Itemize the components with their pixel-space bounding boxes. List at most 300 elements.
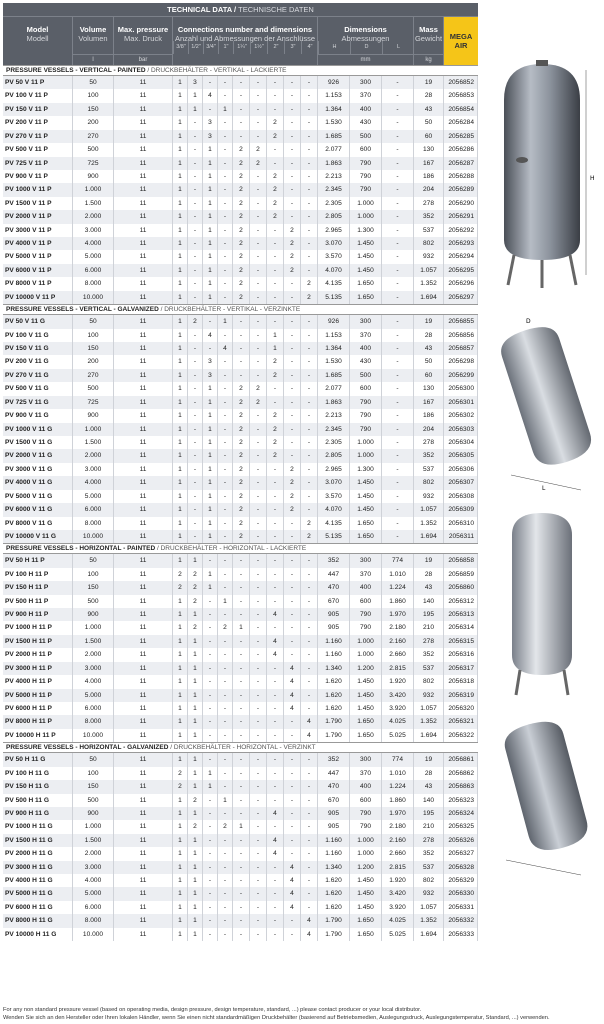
table-cell: 1 bbox=[173, 89, 188, 102]
article-number-cell: 2056298 bbox=[444, 355, 478, 368]
table-cell: - bbox=[233, 89, 250, 102]
table-cell: 4.000 bbox=[73, 675, 114, 688]
table-row bbox=[3, 820, 478, 833]
table-cell: - bbox=[301, 568, 318, 581]
table-cell: 1 bbox=[203, 517, 218, 530]
table-cell: 4.135 bbox=[318, 277, 350, 290]
table-cell: 3.570 bbox=[318, 250, 350, 263]
table-cell: 19 bbox=[414, 315, 444, 328]
table-cell: - bbox=[218, 89, 233, 102]
article-number-cell: 2056862 bbox=[444, 767, 478, 780]
table-cell: 1.650 bbox=[350, 715, 382, 728]
table-cell: 900 bbox=[73, 170, 114, 183]
table-cell: - bbox=[267, 315, 284, 328]
table-cell: - bbox=[301, 89, 318, 102]
table-cell: 447 bbox=[318, 568, 350, 581]
table-cell: 2 bbox=[233, 436, 250, 449]
article-number-cell: 2056299 bbox=[444, 369, 478, 382]
table-cell: 1.620 bbox=[318, 887, 350, 900]
table-cell: 2 bbox=[267, 170, 284, 183]
table-cell: - bbox=[218, 608, 233, 621]
model-cell: PV 900 H 11 G bbox=[3, 807, 73, 820]
table-cell: 2 bbox=[233, 143, 250, 156]
table-row bbox=[3, 595, 478, 608]
table-cell: 270 bbox=[73, 130, 114, 143]
table-cell: 1 bbox=[203, 396, 218, 409]
table-cell: 3.070 bbox=[318, 476, 350, 489]
article-number-cell: 2056324 bbox=[444, 807, 478, 820]
table-cell: - bbox=[284, 530, 301, 543]
table-cell: 2.815 bbox=[382, 662, 414, 675]
table-cell: 1 bbox=[173, 662, 188, 675]
table-cell: - bbox=[301, 250, 318, 263]
table-cell: - bbox=[284, 369, 301, 382]
article-number-cell: 2056857 bbox=[444, 342, 478, 355]
article-number-cell: 2056312 bbox=[444, 595, 478, 608]
horizontal-tank-illustration bbox=[486, 710, 598, 885]
connection-size-label: 4" bbox=[301, 41, 318, 54]
table-row bbox=[3, 503, 478, 516]
table-cell: 1.364 bbox=[318, 103, 350, 116]
table-cell: - bbox=[250, 355, 267, 368]
table-cell: 1 bbox=[173, 476, 188, 489]
table-cell: - bbox=[382, 264, 414, 277]
table-cell: 1.057 bbox=[414, 901, 444, 914]
table-cell: 1.000 bbox=[350, 449, 382, 462]
table-cell: - bbox=[382, 197, 414, 210]
table-cell: 11 bbox=[114, 157, 173, 170]
table-cell: - bbox=[250, 901, 267, 914]
table-cell: - bbox=[203, 662, 218, 675]
table-cell: 4.025 bbox=[382, 914, 414, 927]
model-cell: PV 100 V 11 G bbox=[3, 329, 73, 342]
table-cell: 2 bbox=[233, 250, 250, 263]
vertical-galvanized-tank-2-illustration bbox=[486, 505, 598, 700]
table-cell: 1.650 bbox=[350, 517, 382, 530]
table-cell: 1.352 bbox=[414, 914, 444, 927]
table-cell: 1 bbox=[203, 224, 218, 237]
model-cell: PV 4000 H 11 P bbox=[3, 675, 73, 688]
table-cell: 1 bbox=[188, 103, 203, 116]
model-cell: PV 4000 H 11 G bbox=[3, 874, 73, 887]
table-cell: 4 bbox=[284, 662, 301, 675]
table-cell: 1 bbox=[203, 423, 218, 436]
table-cell: 10.000 bbox=[73, 928, 114, 941]
table-cell: - bbox=[284, 103, 301, 116]
table-cell: 1.970 bbox=[382, 807, 414, 820]
table-cell: - bbox=[284, 170, 301, 183]
table-cell: 1.530 bbox=[318, 116, 350, 129]
table-row bbox=[3, 183, 478, 196]
table-cell: - bbox=[233, 662, 250, 675]
table-cell: - bbox=[267, 264, 284, 277]
table-cell: 2.345 bbox=[318, 183, 350, 196]
table-cell: - bbox=[301, 423, 318, 436]
table-cell: 670 bbox=[318, 794, 350, 807]
table-cell: 10.000 bbox=[73, 291, 114, 304]
connection-size-label: 3/4" bbox=[203, 41, 218, 54]
table-cell: - bbox=[284, 116, 301, 129]
table-cell: 1 bbox=[203, 409, 218, 422]
table-cell: - bbox=[250, 449, 267, 462]
table-cell: - bbox=[188, 490, 203, 503]
table-row bbox=[3, 914, 478, 927]
table-cell: 352 bbox=[318, 554, 350, 567]
section-title: PRESSURE VESSELS - VERTICAL - GALVANIZED / DRUCKBEHÄLTER - VERTIKAL - VERZINKTE bbox=[3, 304, 478, 315]
table-cell: 500 bbox=[73, 382, 114, 395]
table-cell: 1 bbox=[203, 463, 218, 476]
table-cell: 1 bbox=[203, 581, 218, 594]
table-row bbox=[3, 901, 478, 914]
table-cell: - bbox=[250, 315, 267, 328]
table-cell: - bbox=[267, 874, 284, 887]
table-cell: 1 bbox=[188, 807, 203, 820]
table-cell: 50 bbox=[73, 753, 114, 766]
table-row bbox=[3, 554, 478, 567]
table-cell: 11 bbox=[114, 874, 173, 887]
table-cell: 600 bbox=[350, 382, 382, 395]
article-number-cell: 2056316 bbox=[444, 648, 478, 661]
table-cell: 3.000 bbox=[73, 662, 114, 675]
table-header bbox=[3, 3, 478, 65]
table-cell: 3 bbox=[203, 355, 218, 368]
table-cell: - bbox=[218, 409, 233, 422]
table-cell: 4.070 bbox=[318, 264, 350, 277]
table-cell: 1 bbox=[203, 476, 218, 489]
table-cell: - bbox=[382, 369, 414, 382]
table-cell: - bbox=[203, 753, 218, 766]
table-cell: - bbox=[301, 315, 318, 328]
table-cell: 1 bbox=[173, 103, 188, 116]
table-row bbox=[3, 89, 478, 102]
table-cell: 1 bbox=[218, 794, 233, 807]
table-cell: 2 bbox=[267, 197, 284, 210]
model-cell: PV 50 V 11 G bbox=[3, 315, 73, 328]
table-cell: - bbox=[250, 807, 267, 820]
table-cell: 1 bbox=[173, 423, 188, 436]
table-row bbox=[3, 355, 478, 368]
table-cell: 1.000 bbox=[350, 847, 382, 860]
table-cell: 1 bbox=[173, 76, 188, 89]
table-cell: 100 bbox=[73, 568, 114, 581]
table-cell: 8.000 bbox=[73, 517, 114, 530]
table-cell: 1.860 bbox=[382, 595, 414, 608]
table-cell: - bbox=[250, 503, 267, 516]
table-cell: 1.860 bbox=[382, 794, 414, 807]
table-cell: - bbox=[250, 197, 267, 210]
table-cell: - bbox=[233, 116, 250, 129]
table-body bbox=[3, 65, 478, 941]
table-cell: 50 bbox=[73, 315, 114, 328]
table-row bbox=[3, 807, 478, 820]
section-rows bbox=[3, 76, 478, 304]
table-cell: 1 bbox=[173, 396, 188, 409]
table-cell: 1 bbox=[188, 753, 203, 766]
table-cell: 1 bbox=[173, 517, 188, 530]
table-cell: 1 bbox=[173, 224, 188, 237]
table-cell: - bbox=[284, 715, 301, 728]
table-cell: - bbox=[267, 291, 284, 304]
table-cell: - bbox=[382, 436, 414, 449]
table-row bbox=[3, 409, 478, 422]
table-cell: - bbox=[301, 382, 318, 395]
table-row bbox=[3, 753, 478, 766]
table-cell: 19 bbox=[414, 554, 444, 567]
table-cell: 1 bbox=[203, 197, 218, 210]
table-cell: 1.500 bbox=[73, 197, 114, 210]
article-number-cell: 2056860 bbox=[444, 581, 478, 594]
table-cell: - bbox=[267, 820, 284, 833]
table-cell: - bbox=[284, 315, 301, 328]
table-cell: - bbox=[233, 130, 250, 143]
table-cell: 370 bbox=[350, 767, 382, 780]
table-cell: 370 bbox=[350, 329, 382, 342]
table-cell: - bbox=[250, 103, 267, 116]
article-number-cell: 2056328 bbox=[444, 861, 478, 874]
table-row bbox=[3, 264, 478, 277]
article-number-cell: 2056293 bbox=[444, 237, 478, 250]
table-cell: 8.000 bbox=[73, 914, 114, 927]
table-cell: - bbox=[233, 355, 250, 368]
table-cell: - bbox=[284, 928, 301, 941]
table-cell: 1.790 bbox=[318, 715, 350, 728]
table-cell: 2.305 bbox=[318, 436, 350, 449]
table-cell: - bbox=[301, 76, 318, 89]
table-cell: - bbox=[284, 436, 301, 449]
table-cell: 537 bbox=[414, 224, 444, 237]
table-cell: 11 bbox=[114, 183, 173, 196]
table-cell: 11 bbox=[114, 689, 173, 702]
table-cell: 11 bbox=[114, 554, 173, 567]
table-cell: - bbox=[188, 409, 203, 422]
table-cell: 537 bbox=[414, 463, 444, 476]
table-cell: - bbox=[203, 928, 218, 941]
table-cell: 1.000 bbox=[350, 635, 382, 648]
table-cell: 1 bbox=[173, 689, 188, 702]
footnote bbox=[3, 1006, 603, 1022]
table-cell: 1.450 bbox=[350, 675, 382, 688]
table-cell: 1.364 bbox=[318, 342, 350, 355]
table-cell: - bbox=[267, 887, 284, 900]
table-cell: - bbox=[301, 820, 318, 833]
table-cell: 4 bbox=[267, 648, 284, 661]
article-number-cell: 2056319 bbox=[444, 689, 478, 702]
table-cell: 1 bbox=[203, 767, 218, 780]
table-cell: - bbox=[267, 662, 284, 675]
table-cell: 1.300 bbox=[350, 463, 382, 476]
table-cell: - bbox=[250, 753, 267, 766]
table-cell: 2 bbox=[250, 157, 267, 170]
table-cell: 1.450 bbox=[350, 237, 382, 250]
table-cell: 204 bbox=[414, 423, 444, 436]
article-number-cell: 2056308 bbox=[444, 490, 478, 503]
model-cell: PV 6000 H 11 P bbox=[3, 702, 73, 715]
table-cell: 2.180 bbox=[382, 621, 414, 634]
table-cell: - bbox=[218, 729, 233, 742]
table-cell: - bbox=[284, 183, 301, 196]
model-cell: PV 10000 V 11 P bbox=[3, 291, 73, 304]
table-cell: 1.650 bbox=[350, 729, 382, 742]
table-cell: 11 bbox=[114, 463, 173, 476]
table-cell: 1.450 bbox=[350, 887, 382, 900]
table-cell: 470 bbox=[318, 780, 350, 793]
table-cell: 1 bbox=[218, 103, 233, 116]
table-cell: 1 bbox=[173, 675, 188, 688]
table-cell: - bbox=[301, 608, 318, 621]
table-cell: - bbox=[267, 530, 284, 543]
table-cell: - bbox=[218, 887, 233, 900]
table-cell: - bbox=[284, 621, 301, 634]
table-cell: 1 bbox=[188, 662, 203, 675]
table-cell: - bbox=[188, 291, 203, 304]
table-cell: 1 bbox=[267, 329, 284, 342]
table-cell: 11 bbox=[114, 595, 173, 608]
table-cell: - bbox=[301, 369, 318, 382]
table-cell: 60 bbox=[414, 369, 444, 382]
table-cell: - bbox=[203, 901, 218, 914]
table-cell: 1 bbox=[188, 874, 203, 887]
table-cell: - bbox=[301, 753, 318, 766]
model-cell: PV 5000 H 11 G bbox=[3, 887, 73, 900]
model-cell: PV 1000 H 11 G bbox=[3, 820, 73, 833]
table-cell: 1 bbox=[188, 554, 203, 567]
table-cell: - bbox=[301, 874, 318, 887]
table-cell: 2.213 bbox=[318, 170, 350, 183]
table-cell: - bbox=[284, 648, 301, 661]
table-cell: 11 bbox=[114, 753, 173, 766]
table-cell: 167 bbox=[414, 396, 444, 409]
table-row bbox=[3, 197, 478, 210]
table-cell: - bbox=[218, 157, 233, 170]
table-cell: 150 bbox=[73, 780, 114, 793]
article-number-cell: 2056287 bbox=[444, 157, 478, 170]
table-cell: - bbox=[250, 847, 267, 860]
table-cell: - bbox=[250, 490, 267, 503]
table-cell: 150 bbox=[73, 342, 114, 355]
table-cell: 1.620 bbox=[318, 689, 350, 702]
table-cell: - bbox=[218, 490, 233, 503]
table-cell: - bbox=[250, 581, 267, 594]
table-cell: 28 bbox=[414, 329, 444, 342]
table-cell: - bbox=[284, 608, 301, 621]
table-cell: 537 bbox=[414, 861, 444, 874]
table-cell: - bbox=[233, 887, 250, 900]
table-cell: - bbox=[284, 554, 301, 567]
table-cell: - bbox=[301, 143, 318, 156]
table-cell: 4.000 bbox=[73, 874, 114, 887]
table-cell: 1 bbox=[173, 170, 188, 183]
table-cell: 11 bbox=[114, 820, 173, 833]
table-cell: - bbox=[301, 847, 318, 860]
table-cell: - bbox=[250, 264, 267, 277]
table-cell: 5.000 bbox=[73, 689, 114, 702]
table-cell: - bbox=[250, 329, 267, 342]
table-cell: - bbox=[188, 530, 203, 543]
table-cell: - bbox=[267, 277, 284, 290]
table-cell: 11 bbox=[114, 794, 173, 807]
table-cell: 1.340 bbox=[318, 662, 350, 675]
table-cell: - bbox=[233, 914, 250, 927]
table-cell: - bbox=[382, 490, 414, 503]
table-cell: 3.920 bbox=[382, 901, 414, 914]
table-cell: - bbox=[267, 621, 284, 634]
table-cell: - bbox=[218, 767, 233, 780]
table-cell: - bbox=[218, 237, 233, 250]
table-cell: 11 bbox=[114, 490, 173, 503]
table-cell: 2.077 bbox=[318, 143, 350, 156]
table-cell: 8.000 bbox=[73, 277, 114, 290]
table-cell: - bbox=[301, 237, 318, 250]
table-cell: 2 bbox=[267, 436, 284, 449]
table-cell: - bbox=[188, 423, 203, 436]
table-cell: 1.000 bbox=[73, 423, 114, 436]
article-number-cell: 2056320 bbox=[444, 702, 478, 715]
table-cell: 2 bbox=[250, 382, 267, 395]
table-cell: 2 bbox=[233, 237, 250, 250]
table-cell: 790 bbox=[350, 807, 382, 820]
table-cell: - bbox=[233, 715, 250, 728]
table-cell: 1 bbox=[188, 675, 203, 688]
table-cell: - bbox=[267, 396, 284, 409]
table-cell: 1 bbox=[173, 315, 188, 328]
table-cell: 43 bbox=[414, 581, 444, 594]
table-cell: - bbox=[250, 834, 267, 847]
footnote-en: For any non standard pressure vessel (based on operating media, design pressure, design temperature, standard, ...) please contact producer or your local distributor. bbox=[3, 1007, 422, 1013]
model-cell: PV 1000 V 11 P bbox=[3, 183, 73, 196]
table-cell: 2 bbox=[233, 463, 250, 476]
table-cell: 1 bbox=[173, 503, 188, 516]
table-cell: - bbox=[203, 554, 218, 567]
table-cell: 11 bbox=[114, 396, 173, 409]
article-number-cell: 2056313 bbox=[444, 608, 478, 621]
table-cell: 5.000 bbox=[73, 887, 114, 900]
table-cell: 1 bbox=[173, 116, 188, 129]
table-cell: 2.000 bbox=[73, 847, 114, 860]
table-cell: 2 bbox=[301, 291, 318, 304]
table-cell: 2.000 bbox=[73, 210, 114, 223]
table-cell: 900 bbox=[73, 807, 114, 820]
article-number-cell: 2056306 bbox=[444, 463, 478, 476]
table-cell: 1 bbox=[233, 820, 250, 833]
model-cell: PV 10000 H 11 P bbox=[3, 729, 73, 742]
table-cell: 1 bbox=[267, 342, 284, 355]
model-cell: PV 270 V 11 G bbox=[3, 369, 73, 382]
table-cell: - bbox=[218, 635, 233, 648]
table-cell: - bbox=[250, 928, 267, 941]
table-cell: 926 bbox=[318, 315, 350, 328]
table-cell: - bbox=[218, 382, 233, 395]
table-cell: - bbox=[267, 517, 284, 530]
table-row bbox=[3, 490, 478, 503]
model-cell: PV 2000 V 11 G bbox=[3, 449, 73, 462]
model-cell: PV 500 V 11 P bbox=[3, 143, 73, 156]
table-cell: 11 bbox=[114, 210, 173, 223]
table-cell: 932 bbox=[414, 689, 444, 702]
table-row bbox=[3, 315, 478, 328]
table-cell: 1.685 bbox=[318, 369, 350, 382]
table-cell: 1.790 bbox=[318, 928, 350, 941]
table-cell: - bbox=[284, 143, 301, 156]
table-cell: - bbox=[218, 715, 233, 728]
table-cell: - bbox=[250, 517, 267, 530]
table-cell: 1 bbox=[188, 834, 203, 847]
table-cell: 2 bbox=[284, 476, 301, 489]
table-cell: 2 bbox=[188, 621, 203, 634]
table-cell: - bbox=[233, 689, 250, 702]
table-cell: 1 bbox=[173, 210, 188, 223]
table-cell: 1 bbox=[203, 530, 218, 543]
table-cell: - bbox=[188, 476, 203, 489]
